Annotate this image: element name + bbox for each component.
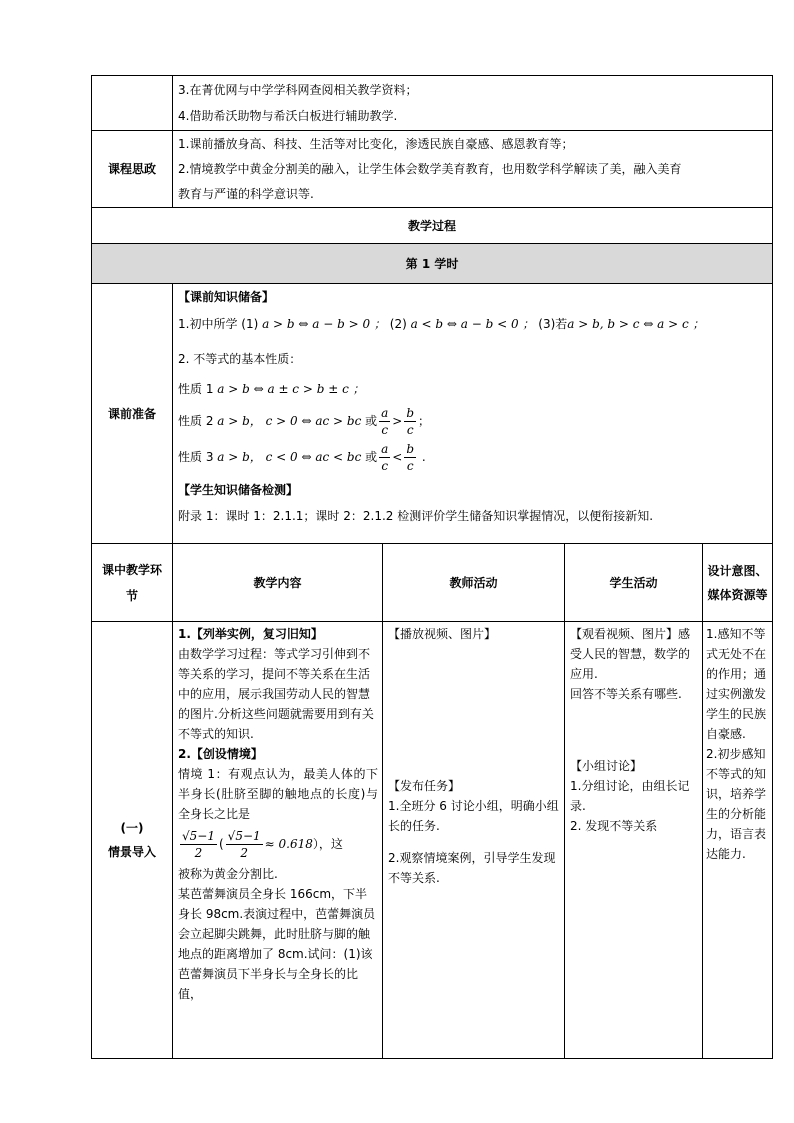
resource-item-3: 3.在菁优网与中学学科网查阅相关教学资料； bbox=[178, 83, 418, 97]
fraction-b-over-c: $\frac{b}{c}$ bbox=[406, 442, 415, 473]
content-text-2: 情境 1：有观点认为，最美人体的下半身长(肚脐至脚的触地点的长度)与全身长之比是 bbox=[178, 767, 378, 821]
content-text-1: 由数学学习过程：等式学习引伸到不等关系的学习，提问不等关系在生活中的应用，展示我国劳动人民的智慧的图片.分析这些问题就需要用到有关不等式的知识. bbox=[178, 647, 374, 741]
ideology-line-2: 2.情境教学中黄金分割美的融入，让学生体会数学美育教育，也用数学科学解读了美，融入美育 bbox=[178, 162, 682, 176]
prep-line-1: 1.初中所学 (1) a > b ⇔ a − b > 0 ； (2) a < b ⇔ a − b < 0 ； (3)若a > b, b > c ⇔ a > c ； bbox=[178, 317, 705, 331]
fraction-b-over-c: $\frac{b}{c}$ bbox=[406, 406, 415, 437]
content-text-4: 某芭蕾舞演员全身长 166cm，下半身长 98cm.表演过程中，芭蕾舞演员会立起脚尖跳舞，此时肚脐与脚的触地点的距离增加了 8cm.试问：(1)该芭蕾舞演员下半身长与全身长的比值， bbox=[178, 887, 376, 1001]
intent-1: 1.感知不等式无处不在的作用；通过实例激发学生的民族自豪感. bbox=[706, 627, 767, 741]
process-header: 教学过程 bbox=[92, 208, 773, 244]
intent-2: 2.初步感知不等式的知识，培养学生的分析能力，语言表达能力. bbox=[706, 747, 767, 861]
student-activity-1: 【观看视频、图片】感受人民的智慧，数学的应用. bbox=[570, 627, 691, 681]
student-activity-3: 【小组讨论】 bbox=[570, 759, 643, 773]
teacher-activity-2: 【发布任务】 bbox=[388, 779, 461, 793]
section-1-label: (一) 情景导入 bbox=[92, 622, 173, 1059]
teacher-activity-4: 2.观察情境案例，引导学生发现不等关系. bbox=[388, 851, 556, 885]
section-1-student bbox=[565, 622, 703, 1059]
prep-heading: 【课前知识储备】 bbox=[178, 290, 275, 304]
ideology-label: 课程思政 bbox=[92, 131, 173, 208]
col-header-stage: 课中教学环节 bbox=[92, 544, 173, 622]
resources-cell bbox=[173, 76, 773, 131]
appendix-text: 附录 1：课时 1：2.1.1；课时 2：2.1.2 检测评价学生储备知识掌握情况，以便衔接新知. bbox=[178, 509, 654, 523]
property-1: 性质 1 a > b ⇔ a ± c > b ± c ； bbox=[178, 382, 365, 396]
prep-cell bbox=[173, 284, 773, 544]
period-header: 第 1 学时 bbox=[92, 244, 773, 284]
property-2: 性质 2 a > b， c > 0 ⇔ ac > bc 或 $\frac{a}{c}$ > $\frac{b}{c}$ ； bbox=[178, 406, 431, 437]
fraction-a-over-c: $\frac{a}{c}$ bbox=[381, 442, 389, 473]
ideology-line-3: 教育与严谨的科学意识等. bbox=[178, 187, 314, 201]
resource-item-4: 4.借助希沃助物与希沃白板进行辅助教学. bbox=[178, 109, 398, 123]
section-1-intent bbox=[703, 622, 773, 1059]
teacher-activity-3: 1.全班分 6 讨论小组，明确小组长的任务. bbox=[388, 799, 559, 833]
prep-line-2: 2. 不等式的基本性质： bbox=[178, 352, 302, 366]
student-activity-5: 2. 发现不等关系 bbox=[570, 819, 658, 833]
teacher-activity-1: 【播放视频、图片】 bbox=[388, 627, 497, 641]
prep-label: 课前准备 bbox=[92, 284, 173, 544]
section-1-content bbox=[173, 622, 383, 1059]
content-text-3: 被称为黄金分割比. bbox=[178, 867, 278, 881]
resources-label-cell bbox=[92, 76, 173, 131]
ideology-line-1: 1.课前播放身高、科技、生活等对比变化，渗透民族自豪感、感恩教育等； bbox=[178, 137, 574, 151]
col-header-teacher: 教师活动 bbox=[383, 544, 565, 622]
golden-ratio-formula: $\frac{√5-1}{2}$ ( $\frac{√5-1}{2}$ ≈ 0.618），这 bbox=[182, 829, 343, 860]
col-header-intent: 设计意图、媒体资源等 bbox=[703, 544, 773, 622]
content-heading-1: 1.【列举实例，复习旧知】 bbox=[178, 627, 323, 641]
content-heading-2: 2.【创设情境】 bbox=[178, 747, 263, 761]
property-3: 性质 3 a > b， c < 0 ⇔ ac < bc 或 $\frac{a}{c}$ < $\frac{b}{c}$ . bbox=[178, 442, 426, 473]
section-1-teacher bbox=[383, 622, 565, 1059]
student-activity-4: 1.分组讨论，由组长记录. bbox=[570, 779, 690, 813]
ideology-cell bbox=[173, 131, 773, 208]
fraction-a-over-c: $\frac{a}{c}$ bbox=[381, 406, 389, 437]
col-header-student: 学生活动 bbox=[565, 544, 703, 622]
check-heading: 【学生知识储备检测】 bbox=[178, 483, 299, 497]
student-activity-2: 回答不等关系有哪些. bbox=[570, 687, 682, 701]
col-header-content: 教学内容 bbox=[173, 544, 383, 622]
lesson-plan-table bbox=[91, 75, 773, 1059]
